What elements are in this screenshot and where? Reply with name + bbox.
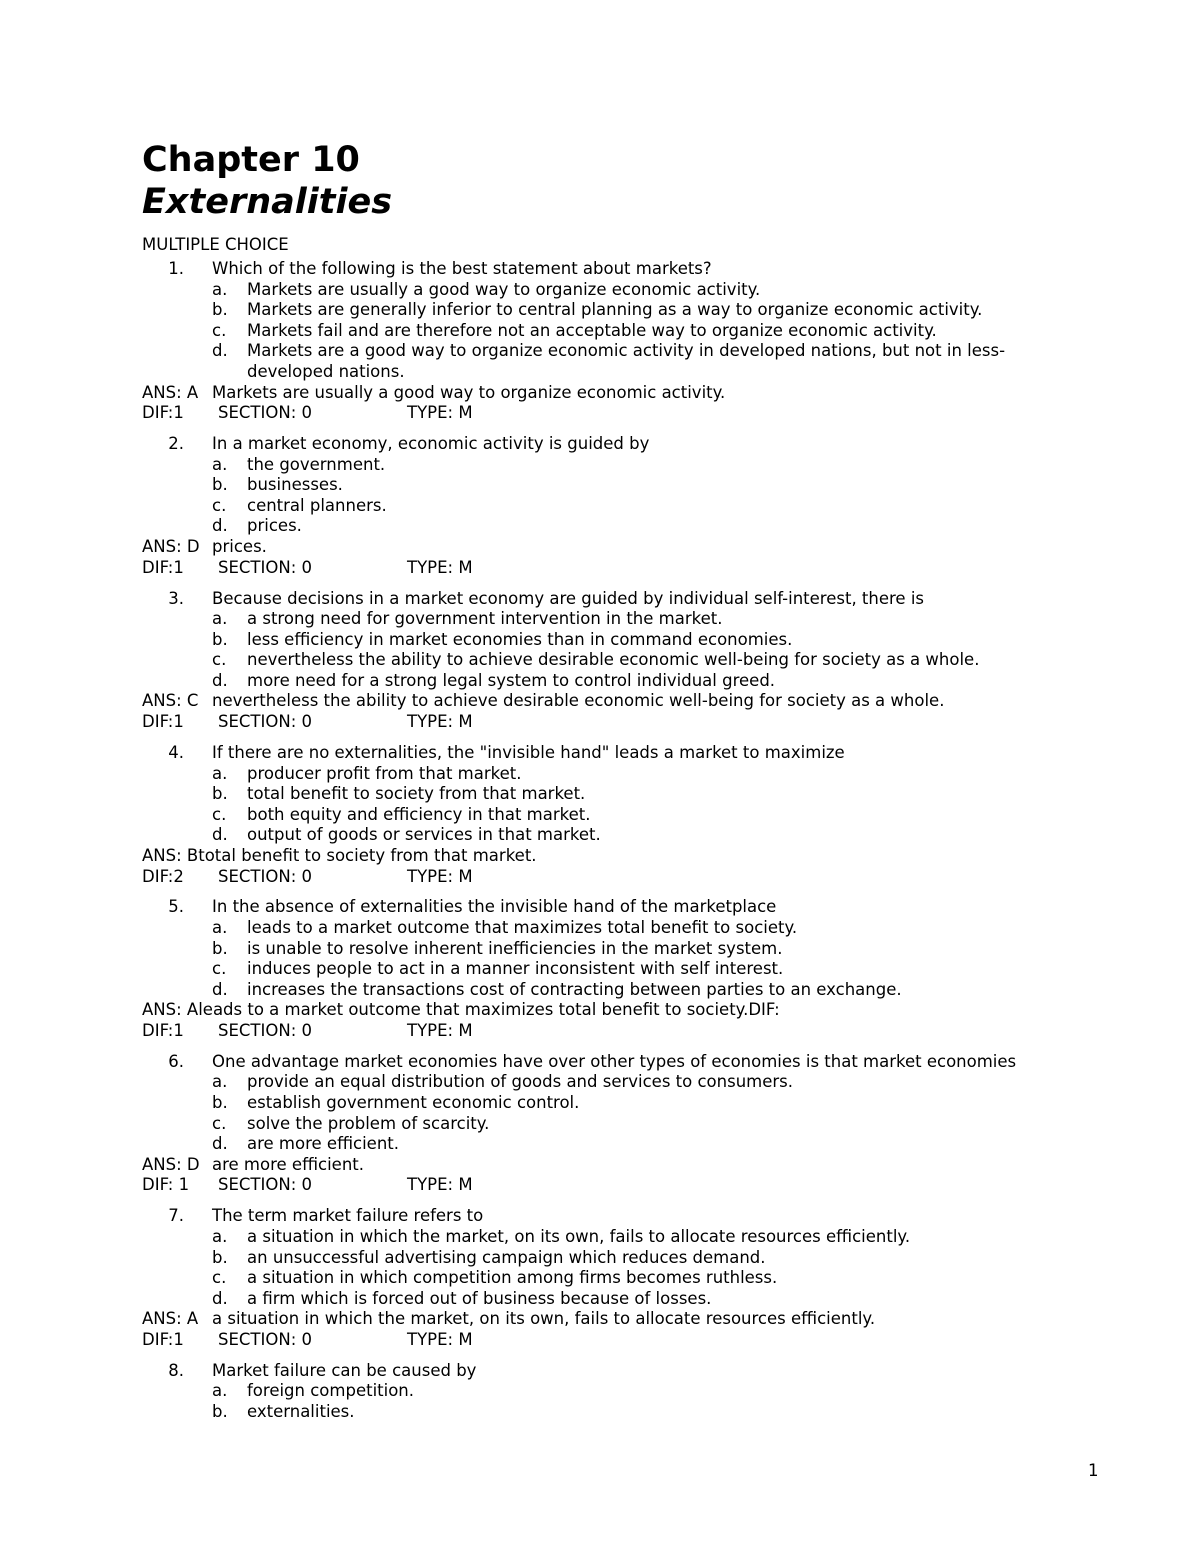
answer-choice bbox=[212, 321, 1082, 342]
difficulty-label: DIF:2 bbox=[142, 866, 184, 886]
answer-key bbox=[142, 1000, 1082, 1021]
choice-text: a situation in which competition among firms becomes ruthless. bbox=[247, 1268, 778, 1288]
type-label: TYPE: M bbox=[407, 1020, 473, 1040]
choice-text: output of goods or services in that market. bbox=[247, 825, 601, 845]
section-label: SECTION: 0 bbox=[218, 1329, 312, 1349]
question-item bbox=[142, 1206, 1082, 1350]
choice-letter: a. bbox=[212, 1072, 228, 1092]
question-stem: If there are no externalities, the "invisible hand" leads a market to maximize bbox=[212, 742, 845, 762]
type-label: TYPE: M bbox=[407, 1329, 473, 1349]
answer-choice bbox=[212, 1268, 1082, 1289]
question-metadata bbox=[142, 558, 1082, 579]
answer-choice bbox=[212, 825, 1082, 846]
choice-letter: c. bbox=[212, 1268, 227, 1288]
answer-label: ANS: D bbox=[142, 537, 200, 557]
question-stem: Market failure can be caused by bbox=[212, 1360, 477, 1380]
answer-label: ANS: D bbox=[142, 1154, 200, 1174]
choice-letter: c. bbox=[212, 959, 227, 979]
question-metadata bbox=[142, 712, 1082, 733]
difficulty-label: DIF:1 bbox=[142, 712, 184, 732]
choice-text: increases the transactions cost of contracting between parties to an exchange. bbox=[247, 979, 902, 999]
answer-choice bbox=[212, 475, 1082, 496]
choice-text: the government. bbox=[247, 454, 386, 474]
question-line bbox=[142, 743, 1082, 764]
question-line bbox=[142, 1052, 1082, 1073]
question-number: 8. bbox=[168, 1360, 184, 1380]
question-number: 4. bbox=[168, 742, 184, 762]
question-number: 3. bbox=[168, 588, 184, 608]
answer-choice bbox=[212, 764, 1082, 785]
choice-text: a situation in which the market, on its own, fails to allocate resources efficiently. bbox=[247, 1226, 911, 1246]
choice-text: Markets fail and are therefore not an acceptable way to organize economic activity. bbox=[247, 320, 937, 340]
answer-choice bbox=[212, 980, 1082, 1001]
difficulty-label: DIF:1 bbox=[142, 403, 184, 423]
question-item bbox=[142, 259, 1082, 424]
choice-text: producer profit from that market. bbox=[247, 763, 522, 783]
choice-letter: c. bbox=[212, 495, 227, 515]
question-item bbox=[142, 589, 1082, 733]
answer-choice bbox=[212, 671, 1082, 692]
answer-key bbox=[142, 383, 1082, 404]
answer-text: are more efficient. bbox=[212, 1154, 364, 1174]
choice-letter: b. bbox=[212, 300, 228, 320]
question-item bbox=[142, 1361, 1082, 1423]
difficulty-label: DIF: 1 bbox=[142, 1175, 190, 1195]
section-label: SECTION: 0 bbox=[218, 557, 312, 577]
question-metadata bbox=[142, 1021, 1082, 1042]
section-label: SECTION: 0 bbox=[218, 712, 312, 732]
answer-choice bbox=[212, 1114, 1082, 1135]
answer-choice bbox=[212, 1248, 1082, 1269]
question-item bbox=[142, 434, 1082, 578]
question-number: 7. bbox=[168, 1206, 184, 1226]
choice-letter: b. bbox=[212, 629, 228, 649]
choice-text: induces people to act in a manner inconsistent with self interest. bbox=[247, 959, 784, 979]
choice-letter: a. bbox=[212, 918, 228, 937]
question-list bbox=[142, 259, 1082, 1423]
choice-text: prices. bbox=[247, 516, 302, 536]
answer-label: ANS: A bbox=[142, 1309, 199, 1329]
choice-text: more need for a strong legal system to control individual greed. bbox=[247, 670, 776, 690]
choice-text: total benefit to society from that market. bbox=[247, 784, 586, 804]
answer-key bbox=[142, 1309, 1082, 1330]
type-label: TYPE: M bbox=[407, 557, 473, 577]
answer-label: ANS: A bbox=[142, 1000, 199, 1020]
answer-key bbox=[142, 846, 1082, 867]
answer-choice bbox=[212, 959, 1082, 980]
question-metadata bbox=[142, 1330, 1082, 1351]
answer-text: total benefit to society from that market. bbox=[198, 845, 537, 865]
answer-choice bbox=[212, 1093, 1082, 1114]
question-stem: In a market economy, economic activity is guided by bbox=[212, 434, 650, 454]
question-number: 5. bbox=[168, 897, 184, 917]
question-metadata bbox=[142, 403, 1082, 424]
choice-letter: c. bbox=[212, 650, 227, 670]
question-stem: In the absence of externalities the invisible hand of the marketplace bbox=[212, 897, 777, 917]
answer-choice bbox=[212, 455, 1082, 476]
type-label: TYPE: M bbox=[407, 1175, 473, 1195]
answer-choice bbox=[212, 1134, 1082, 1155]
type-label: TYPE: M bbox=[407, 712, 473, 732]
answer-choice bbox=[212, 300, 1082, 321]
question-line bbox=[142, 589, 1082, 610]
answer-choice bbox=[212, 805, 1082, 826]
choice-text: is unable to resolve inherent inefficiencies in the market system. bbox=[247, 938, 783, 958]
answer-text: Markets are usually a good way to organize economic activity. bbox=[212, 382, 726, 402]
question-line bbox=[142, 1361, 1082, 1382]
choice-text: businesses. bbox=[247, 475, 343, 495]
choice-text: establish government economic control. bbox=[247, 1093, 580, 1113]
page-number: 1 bbox=[1088, 1461, 1099, 1480]
answer-choice bbox=[212, 1289, 1082, 1310]
document-page bbox=[142, 140, 1082, 1433]
choice-letter: d. bbox=[212, 1134, 228, 1154]
answer-choice bbox=[212, 496, 1082, 517]
answer-key bbox=[142, 691, 1082, 712]
answer-text: a situation in which the market, on its own, fails to allocate resources efficiently. bbox=[212, 1309, 876, 1329]
question-stem: The term market failure refers to bbox=[212, 1206, 484, 1226]
answer-label: ANS: C bbox=[142, 691, 199, 711]
choice-text: less efficiency in market economies than in command economies. bbox=[247, 629, 793, 649]
choice-letter: b. bbox=[212, 1401, 228, 1421]
choice-text: central planners. bbox=[247, 495, 387, 515]
answer-choice bbox=[212, 1402, 1082, 1423]
choice-letter: a. bbox=[212, 279, 228, 299]
answer-choice bbox=[212, 280, 1082, 301]
choice-text: Markets are a good way to organize economic activity in developed nations, but not in less-developed nations. bbox=[247, 341, 1006, 381]
choice-letter: d. bbox=[212, 516, 228, 536]
answer-choice bbox=[212, 630, 1082, 651]
question-line bbox=[142, 897, 1082, 918]
question-stem: One advantage market economies have over other types of economies is that market economies bbox=[212, 1051, 1017, 1071]
choice-letter: c. bbox=[212, 804, 227, 824]
difficulty-label: DIF:1 bbox=[142, 1329, 184, 1349]
choice-letter: b. bbox=[212, 1247, 228, 1267]
choice-text: Markets are generally inferior to central planning as a way to organize economic activity. bbox=[247, 300, 983, 320]
choice-letter: a. bbox=[212, 1226, 228, 1246]
question-number: 1. bbox=[168, 259, 184, 278]
difficulty-label: DIF:1 bbox=[142, 557, 184, 577]
answer-text: prices. bbox=[212, 537, 267, 557]
answer-choice bbox=[212, 1381, 1082, 1402]
question-metadata bbox=[142, 1175, 1082, 1196]
answer-choice bbox=[212, 516, 1082, 537]
answer-key bbox=[142, 1155, 1082, 1176]
answer-key bbox=[142, 537, 1082, 558]
section-label: SECTION: 0 bbox=[218, 403, 312, 423]
answer-choice bbox=[212, 784, 1082, 805]
answer-choice bbox=[212, 939, 1082, 960]
chapter-subtitle: Externalities bbox=[142, 182, 393, 222]
choice-letter: d. bbox=[212, 1288, 228, 1308]
question-item bbox=[142, 897, 1082, 1041]
section-label: SECTION: 0 bbox=[218, 1175, 312, 1195]
choice-letter: b. bbox=[212, 784, 228, 804]
section-label: SECTION: 0 bbox=[218, 1020, 312, 1040]
choice-text: a strong need for government intervention in the market. bbox=[247, 609, 723, 629]
choice-letter: b. bbox=[212, 475, 228, 495]
answer-choice bbox=[212, 650, 1082, 671]
question-line bbox=[142, 1206, 1082, 1227]
question-item bbox=[142, 1052, 1082, 1196]
answer-text: leads to a market outcome that maximizes total benefit to society.DIF: bbox=[198, 1000, 780, 1020]
choice-letter: d. bbox=[212, 825, 228, 845]
answer-label: ANS: B bbox=[142, 845, 199, 865]
answer-text: nevertheless the ability to achieve desirable economic well-being for society as a whole. bbox=[212, 691, 945, 711]
choice-text: externalities. bbox=[247, 1401, 355, 1421]
type-label: TYPE: M bbox=[407, 866, 473, 886]
choice-text: provide an equal distribution of goods and services to consumers. bbox=[247, 1072, 794, 1092]
question-item bbox=[142, 743, 1082, 887]
answer-label: ANS: A bbox=[142, 382, 199, 402]
choice-text: Markets are usually a good way to organize economic activity. bbox=[247, 279, 761, 299]
question-stem: Because decisions in a market economy are guided by individual self-interest, there is bbox=[212, 588, 925, 608]
answer-choice bbox=[212, 341, 1082, 382]
answer-choice bbox=[212, 1072, 1082, 1093]
choice-letter: c. bbox=[212, 1113, 227, 1133]
section-heading: MULTIPLE CHOICE bbox=[142, 235, 289, 254]
choice-letter: a. bbox=[212, 454, 228, 474]
choice-text: nevertheless the ability to achieve desirable economic well-being for society as a whole. bbox=[247, 650, 980, 670]
choice-letter: c. bbox=[212, 320, 227, 340]
choice-letter: a. bbox=[212, 1381, 228, 1401]
choice-letter: a. bbox=[212, 609, 228, 629]
question-metadata bbox=[142, 867, 1082, 888]
choice-text: both equity and efficiency in that market. bbox=[247, 804, 591, 824]
choice-letter: d. bbox=[212, 341, 228, 361]
choice-text: an unsuccessful advertising campaign which reduces demand. bbox=[247, 1247, 766, 1267]
difficulty-label: DIF:1 bbox=[142, 1020, 184, 1040]
choice-text: solve the problem of scarcity. bbox=[247, 1113, 490, 1133]
choice-letter: d. bbox=[212, 670, 228, 690]
answer-choice bbox=[212, 609, 1082, 630]
choice-letter: d. bbox=[212, 979, 228, 999]
answer-choice bbox=[212, 1227, 1082, 1248]
choice-letter: a. bbox=[212, 763, 228, 783]
chapter-title: Chapter 10 bbox=[142, 140, 360, 180]
choice-text: a firm which is forced out of business because of losses. bbox=[247, 1288, 712, 1308]
question-number: 6. bbox=[168, 1051, 184, 1071]
choice-text: foreign competition. bbox=[247, 1381, 415, 1401]
question-stem: Which of the following is the best statement about markets? bbox=[212, 259, 712, 278]
choice-letter: b. bbox=[212, 1093, 228, 1113]
choice-text: leads to a market outcome that maximizes total benefit to society. bbox=[247, 918, 798, 937]
question-number: 2. bbox=[168, 434, 184, 454]
choice-text: are more efficient. bbox=[247, 1134, 399, 1154]
type-label: TYPE: M bbox=[407, 403, 473, 423]
choice-letter: b. bbox=[212, 938, 228, 958]
answer-choice bbox=[212, 918, 1082, 939]
question-line bbox=[142, 434, 1082, 455]
section-label: SECTION: 0 bbox=[218, 866, 312, 886]
question-line bbox=[142, 259, 1082, 280]
